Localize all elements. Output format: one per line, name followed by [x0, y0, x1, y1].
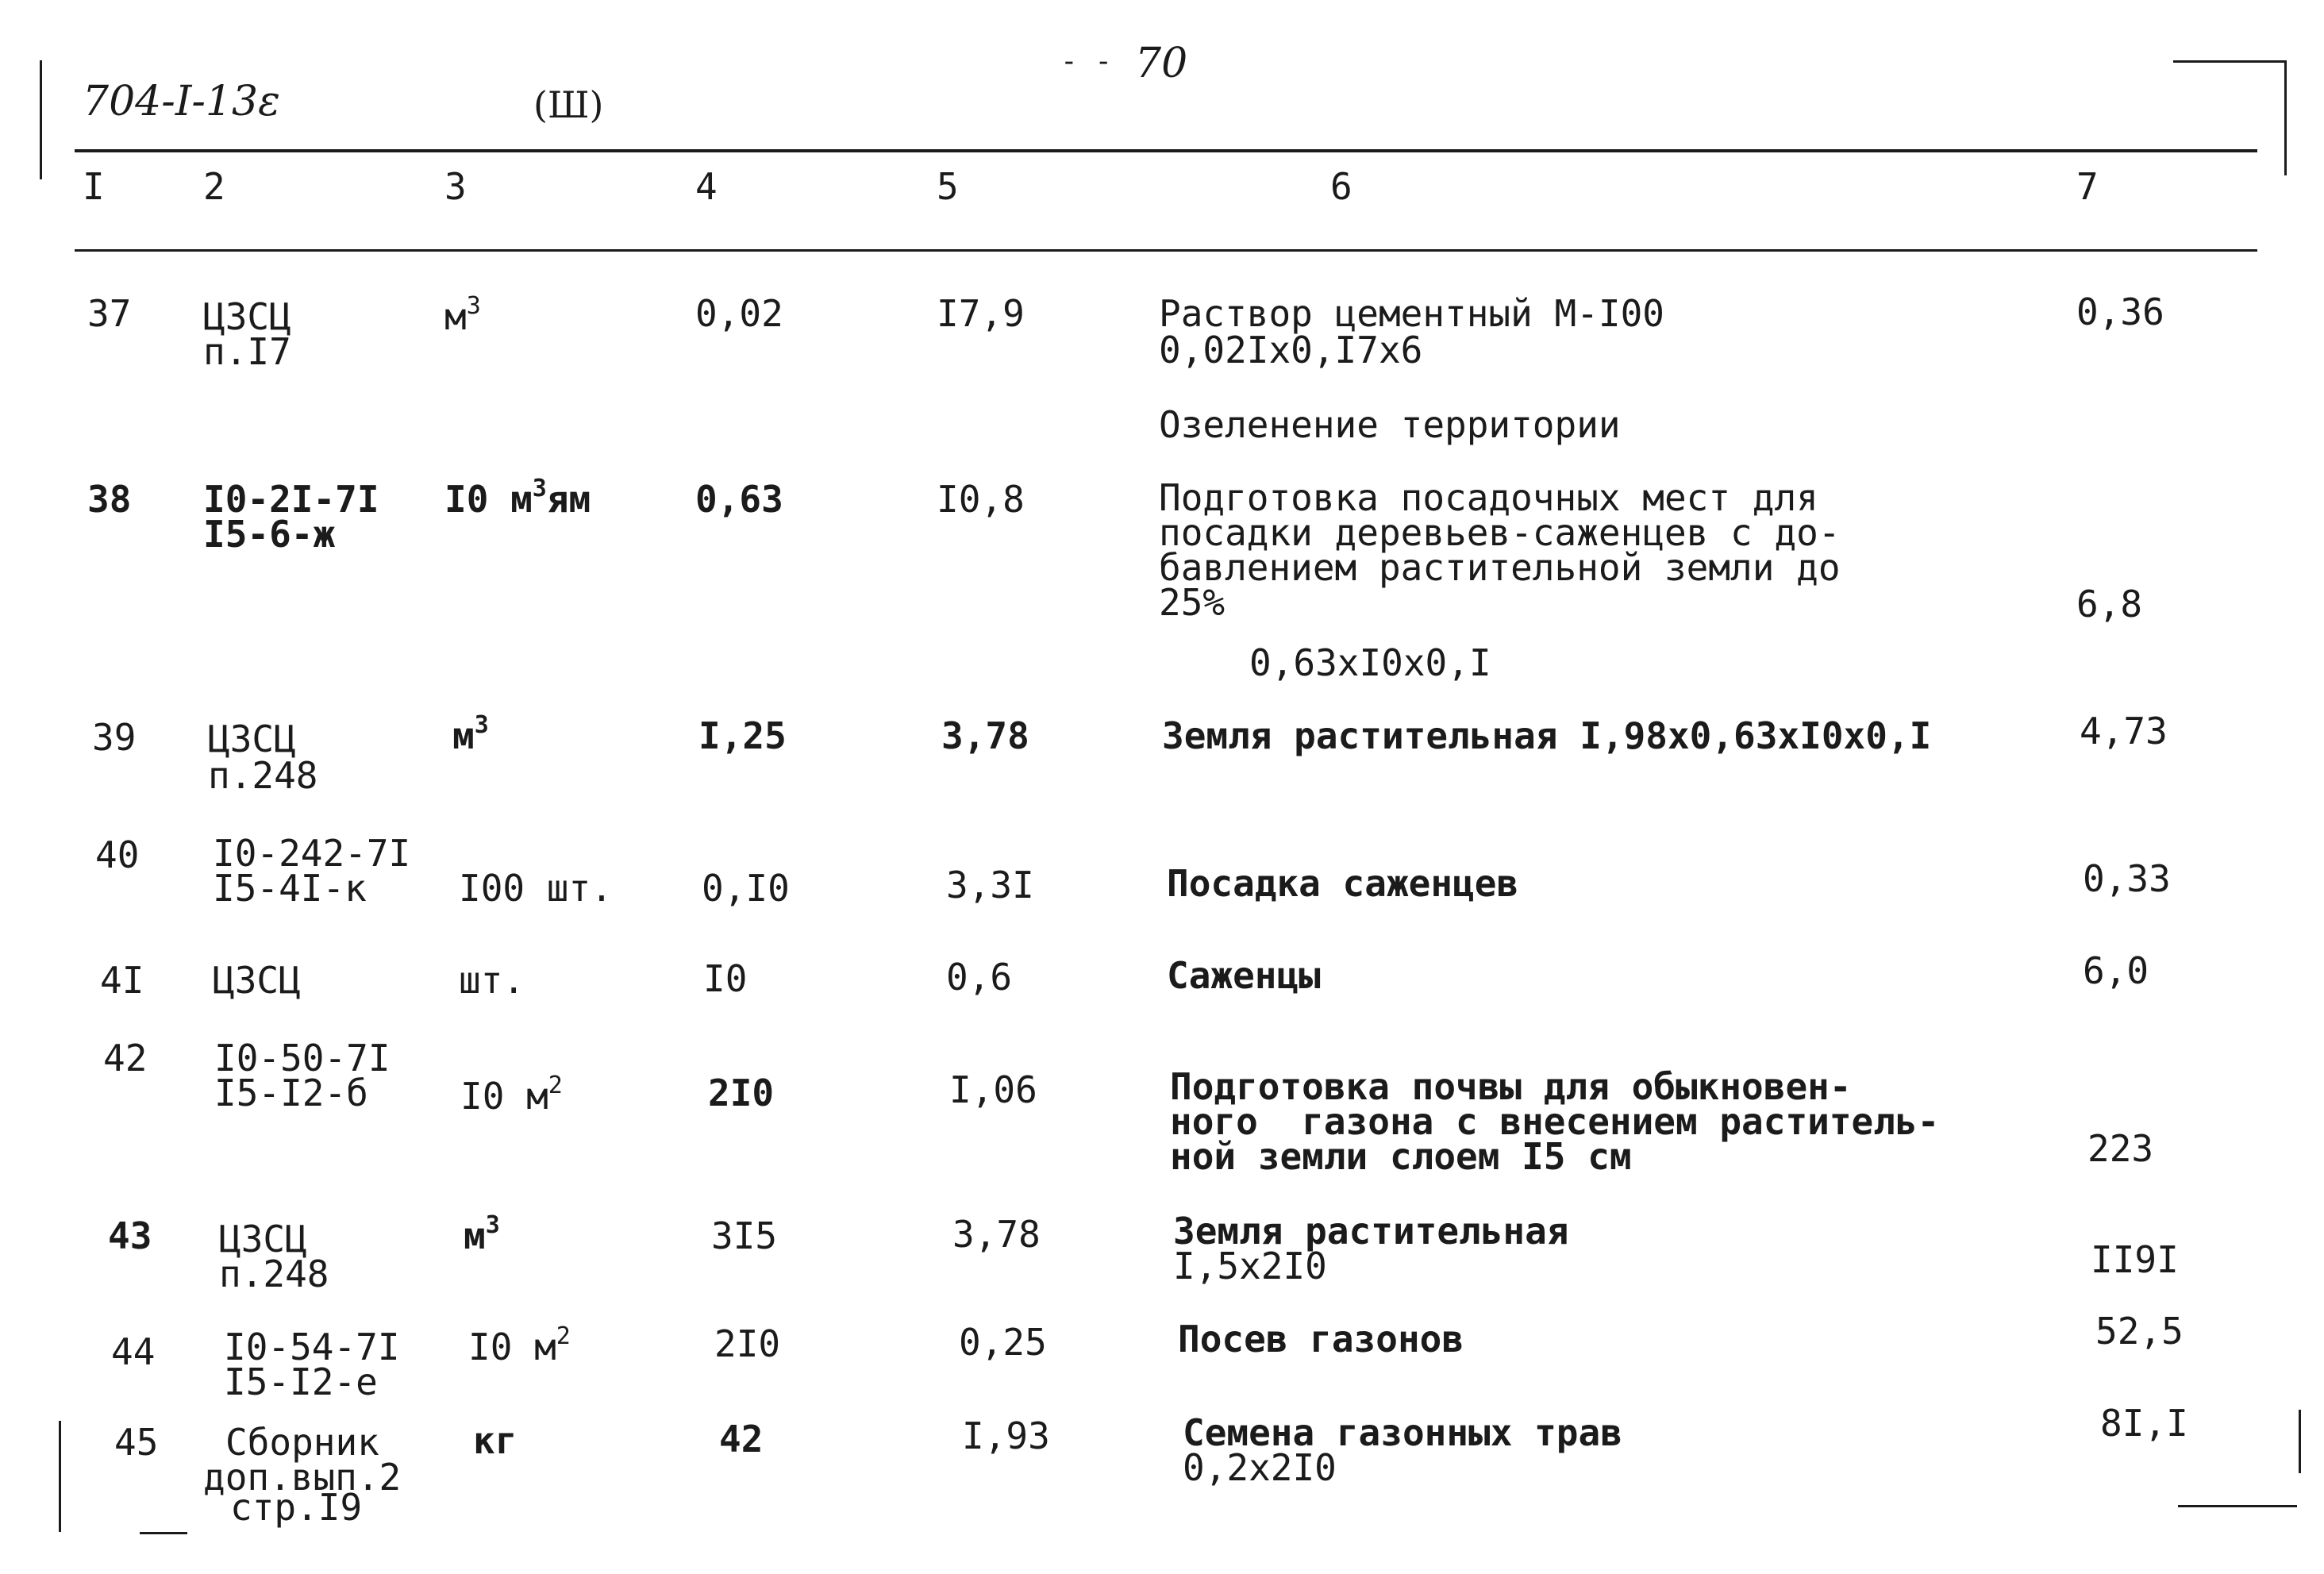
column-header-6: 6 — [1330, 165, 1352, 208]
row-number: 45 — [114, 1421, 159, 1464]
row-description: Саженцы — [1167, 954, 1321, 997]
row-description: ной земли слоем I5 см — [1170, 1135, 1632, 1178]
row-quantity: I0 — [703, 957, 748, 1000]
row-reference: п.248 — [219, 1253, 329, 1295]
row-description: Посев газонов — [1178, 1318, 1464, 1360]
row-unit: I00 шт. — [459, 867, 613, 910]
row-description: Земля растительная — [1173, 1210, 1569, 1253]
row-number: 43 — [108, 1214, 152, 1257]
row-total: 0,33 — [2083, 857, 2171, 900]
page-dashes: - - — [1060, 45, 1113, 78]
frame-top-right — [2173, 60, 2286, 63]
row-total: 6,0 — [2083, 949, 2149, 992]
row-reference: п.248 — [208, 754, 318, 797]
column-header-3: 3 — [444, 165, 467, 208]
page-number: 70 — [1135, 40, 1188, 87]
row-quantity: 2I0 — [708, 1072, 775, 1114]
row-price: I7,9 — [937, 292, 1025, 335]
row-total: 6,8 — [2076, 583, 2143, 625]
row-reference: п.I7 — [203, 330, 291, 373]
row-description: Раствор цементный М-I00 — [1159, 292, 1664, 335]
row-reference: I5-4I-к — [213, 867, 367, 910]
row-price: 3,3I — [946, 864, 1034, 906]
column-header-2: 2 — [203, 165, 225, 208]
column-header-4: 4 — [695, 165, 718, 208]
row-quantity: I,25 — [698, 714, 787, 757]
row-description: Земля растительная I,98x0,63xI0x0,I — [1162, 714, 1932, 757]
document-part: (Ш) — [533, 83, 604, 126]
column-header-5: 5 — [937, 165, 959, 208]
row-description: 25% — [1159, 581, 1225, 624]
row-quantity: 0,63 — [695, 478, 783, 521]
row-description: бавлением растительной земли до — [1159, 546, 1841, 589]
row-description: ного газона с внесением раститель- — [1170, 1100, 1940, 1143]
row-description: Подготовка почвы для обыкновен- — [1170, 1065, 1852, 1108]
row-total: 8I,I — [2100, 1402, 2188, 1445]
row-reference: Сборник — [225, 1421, 379, 1464]
row-number: 39 — [92, 716, 137, 759]
frame-bottom-right — [2178, 1505, 2297, 1507]
column-header-7: 7 — [2076, 165, 2099, 208]
row-reference: стр.I9 — [230, 1486, 363, 1529]
row-unit: I0 $м^2$ — [460, 1072, 563, 1118]
frame-left-mark-bottom — [59, 1421, 61, 1532]
row-price: 0,25 — [959, 1321, 1047, 1364]
row-reference: ЦЗСЦ — [208, 718, 296, 760]
frame-right-mark-bottom — [2299, 1410, 2301, 1473]
row-reference: ЦЗСЦ — [213, 959, 301, 1002]
row-total: 0,36 — [2076, 291, 2164, 333]
frame-left-mark-top — [40, 60, 42, 179]
row-price: I,93 — [962, 1414, 1050, 1457]
frame-bottom-left-dash — [140, 1532, 187, 1534]
row-formula: 0,63xI0x0,I — [1249, 641, 1491, 684]
row-description: I,5x2I0 — [1173, 1245, 1327, 1287]
row-reference: ЦЗСЦ — [219, 1218, 307, 1260]
document-code: 704-I-13ε — [83, 78, 281, 125]
row-reference: I0-54-7I — [224, 1326, 400, 1368]
row-number: 42 — [103, 1037, 148, 1079]
row-unit: $м^3$ — [452, 711, 489, 757]
row-total: 4,73 — [2080, 710, 2168, 752]
row-unit: $м^3$ — [464, 1211, 500, 1257]
row-reference: I0-242-7I — [213, 832, 411, 875]
row-total: II9I — [2091, 1238, 2179, 1281]
row-quantity: 42 — [719, 1418, 764, 1460]
row-number: 37 — [87, 292, 132, 335]
row-reference: I0-50-7I — [214, 1037, 391, 1079]
row-description: посадки деревьев-саженцев с до- — [1159, 511, 1841, 554]
row-unit: кг — [473, 1419, 518, 1462]
row-price: I0,8 — [937, 478, 1025, 521]
row-total: 223 — [2087, 1127, 2154, 1170]
row-reference: доп.вып.2 — [203, 1456, 402, 1499]
header-rule-top — [75, 149, 2257, 152]
row-reference: I5-I2-б — [214, 1072, 368, 1114]
row-number: 4I — [100, 959, 144, 1002]
row-unit: $м^3$ — [444, 292, 481, 338]
row-quantity: 0,I0 — [702, 867, 790, 910]
row-unit: I0 $м^2$ — [468, 1322, 571, 1368]
row-description: 0,2x2I0 — [1183, 1446, 1337, 1489]
row-quantity: 2I0 — [714, 1322, 781, 1365]
row-price: 3,78 — [952, 1213, 1041, 1256]
row-reference: I5-6-ж — [203, 513, 336, 556]
row-description: Подготовка посадочных мест для — [1159, 476, 1818, 519]
row-description: 0,02Ix0,I7x6 — [1159, 329, 1423, 371]
row-price: I,06 — [949, 1068, 1037, 1111]
row-unit: I0 $м^3ям$ — [444, 475, 591, 521]
row-quantity: 0,02 — [695, 292, 783, 335]
column-header-1: I — [83, 165, 105, 208]
header-rule-bottom — [75, 249, 2257, 252]
row-number: 40 — [95, 833, 140, 876]
row-number: 38 — [87, 478, 132, 521]
row-price: 3,78 — [941, 714, 1029, 757]
row-quantity: 3I5 — [711, 1214, 778, 1257]
frame-right-edge — [2284, 60, 2287, 175]
row-description: Посадка саженцев — [1167, 862, 1519, 905]
section-title: Озеленение территории — [1159, 403, 1621, 446]
row-total: 52,5 — [2095, 1310, 2184, 1353]
row-reference: I0-2I-7I — [203, 478, 379, 521]
row-number: 44 — [111, 1330, 156, 1373]
row-unit: шт. — [459, 959, 525, 1002]
row-price: 0,6 — [946, 956, 1013, 999]
row-reference: ЦЗСЦ — [203, 295, 291, 338]
row-reference: I5-I2-е — [224, 1360, 378, 1403]
row-description: Семена газонных трав — [1183, 1411, 1622, 1454]
